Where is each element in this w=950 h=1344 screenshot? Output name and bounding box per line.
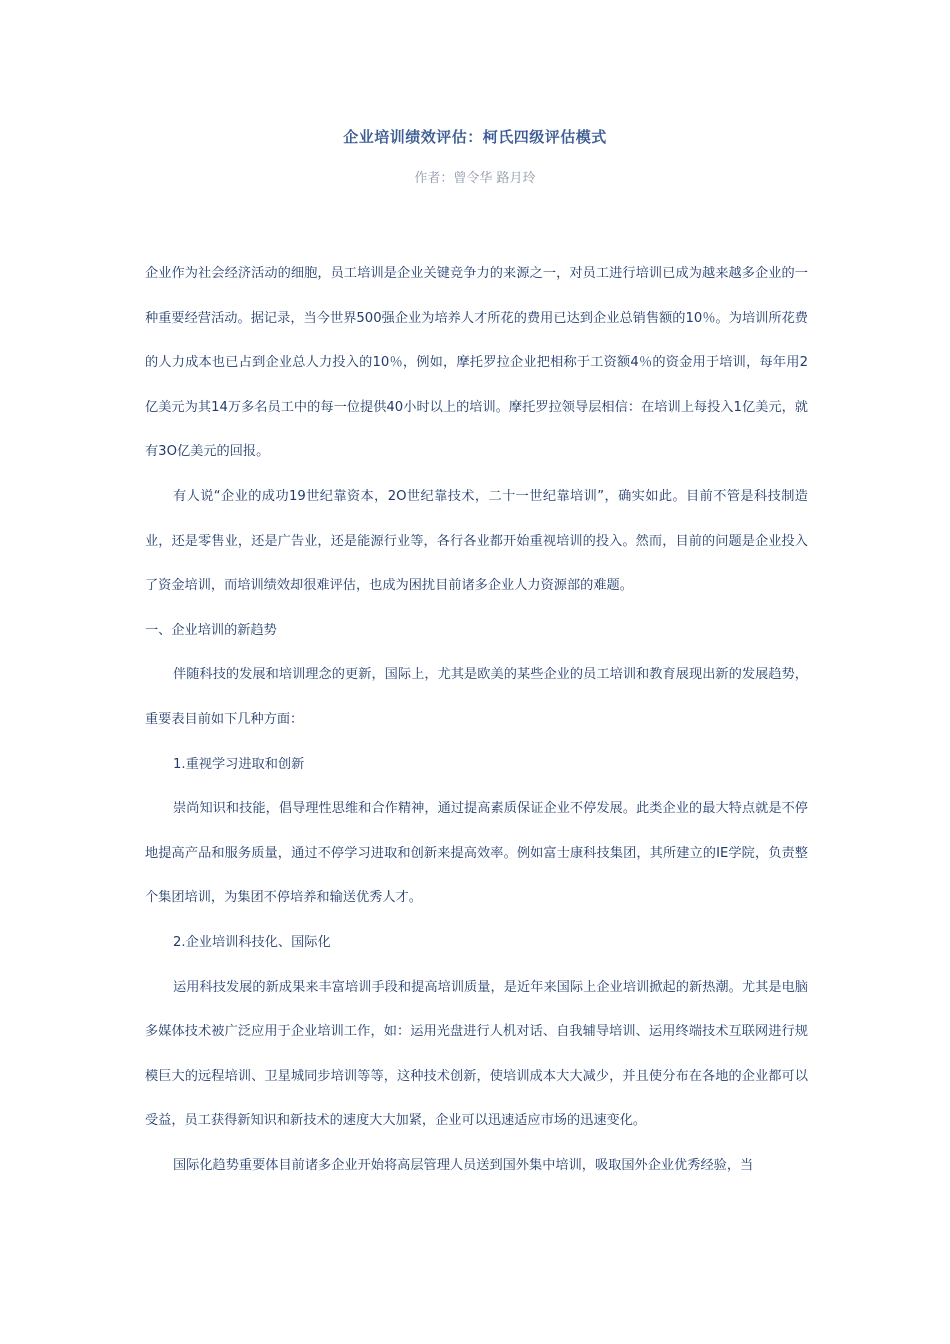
paragraph-international: 国际化趋势重要体目前诸多企业开始将高层管理人员送到国外集中培训，吸取国外企业优秀经验，当 xyxy=(173,1157,754,1173)
document-author: 作者：曾令华 路月玲 xyxy=(414,171,536,186)
paragraph-quote: 有人说“企业的成功19世纪靠资本，2O世纪靠技术，二十一世纪靠培训”，确实如此。目前不管是科技制造业，还是零售业，还是广告业，还是能源行业等，各行各业都开始重视培训的投入。然而，目前的问题是企业投入了资金培训，而培训绩效却很难评估，也成为困扰目前诸多企业人力资源部的难题。 xyxy=(145,488,808,594)
section-heading-new-trends: 一、企业培训的新趋势 xyxy=(145,622,277,638)
document-title: 企业培训绩效评估：柯氏四级评估模式 xyxy=(343,128,607,146)
paragraph-learning-innovation: 崇尚知识和技能，倡导理性思维和合作精神，通过提高素质保证企业不停发展。此类企业的最大特点就是不停地提高产品和服务质量，通过不停学习进取和创新来提高效率。例如富士康科技集团，其所建立的IE学院，负责整个集团培训，为集团不停培养和输送优秀人才。 xyxy=(145,801,808,906)
subheading-learning-innovation: 1.重视学习进取和创新 xyxy=(173,756,305,772)
paragraph-intro: 企业作为社会经济活动的细胞，员工培训是企业关键竞争力的来源之一，对员工进行培训已成为越来越多企业的一种重要经营活动。据记录，当今世界500强企业为培养人才所花的费用已达到企业总销售额的10％。为培训所花费的人力成本也已占到企业总人力投入的10％，例如，摩托罗拉企业把相称于工资额4％的资金用于培训，每年用2亿美元为其14万多名员工中的每一位提供40小时以上的培训。摩托罗拉领导层相信：在培训上每投入1亿美元，就有3O亿美元的回报。 xyxy=(145,266,808,460)
paragraph-tech: 运用科技发展的新成果来丰富培训手段和提高培训质量，是近年来国际上企业培训掀起的新热潮。尤其是电脑多媒体技术被广泛应用于企业培训工作，如：运用光盘进行人机对话、自我辅导培训、运用终端技术互联网进行规模巨大的远程培训、卫星城同步培训等等，这种技术创新，使培训成本大大减少，并且使分布在各地的企业都可以受益，员工获得新知识和新技术的速度大大加紧，企业可以迅速适应市场的迅速变化。 xyxy=(145,979,808,1129)
subheading-tech-international: 2.企业培训科技化、国际化 xyxy=(173,934,331,950)
document-body xyxy=(145,252,808,1188)
paragraph-trends-intro: 伴随科技的发展和培训理念的更新，国际上，尤其是欧美的某些企业的员工培训和教育展现出新的发展趋势，重要表目前如下几种方面： xyxy=(145,667,808,727)
